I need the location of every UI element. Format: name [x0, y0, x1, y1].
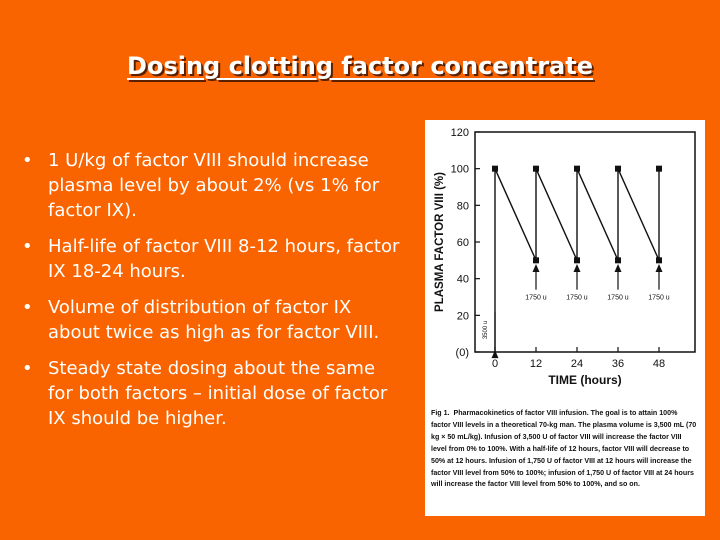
bullet-icon: • [22, 150, 33, 171]
dose-label: 3500 u [483, 320, 489, 340]
dose-arrow-head [615, 264, 622, 272]
x-axis-title: TIME (hours) [548, 373, 622, 387]
data-point [533, 166, 539, 172]
chart-svg [425, 120, 705, 408]
dose-arrow-head [656, 264, 663, 272]
data-point [533, 257, 539, 263]
dose-label: 1750 u [566, 294, 588, 302]
bullet-icon: • [22, 297, 33, 318]
bullet-text: Volume of distribution of factor IX about twice as high as for factor VIII. [48, 297, 380, 343]
bullet-text: Half-life of factor VIII 8-12 hours, factor IX 18-24 hours. [48, 236, 400, 282]
data-point [574, 166, 580, 172]
data-point [656, 166, 662, 172]
bullet-icon: • [22, 358, 33, 379]
y-tick-label: 100 [450, 163, 469, 176]
data-point [615, 166, 621, 172]
pharmacokinetics-figure [425, 120, 705, 516]
x-tick-label: 24 [570, 358, 584, 370]
bullet-text: Steady state dosing about the same for both factors – initial dose of factor IX should be higher. [48, 358, 388, 429]
figure-caption [431, 408, 699, 491]
caption-label: Fig 1. [431, 409, 450, 417]
dose-label: 1750 u [607, 294, 629, 302]
bullet-icon: • [22, 236, 33, 257]
data-point [574, 257, 580, 263]
bullet-item [20, 356, 400, 431]
y-tick-label: 60 [456, 237, 469, 249]
data-point [492, 166, 498, 172]
y-tick-label: 120 [450, 127, 469, 139]
dose-arrow-head [533, 264, 540, 272]
y-tick-label: 40 [456, 273, 469, 286]
data-point [656, 257, 662, 263]
y-tick-label: 80 [456, 200, 469, 213]
y-tick-label: 20 [456, 310, 469, 323]
x-tick-label: 12 [529, 358, 543, 370]
data-point [615, 257, 621, 263]
slide-title: Dosing clotting factor concentrate [127, 52, 593, 80]
x-tick-label: 48 [652, 358, 666, 370]
y-tick-label: (0) [455, 347, 469, 359]
bullet-text: 1 U/kg of factor VIII should increase plasma level by about 2% (vs 1% for factor IX). [48, 150, 380, 221]
caption-text: Pharmacokinetics of factor VIII infusion. The goal is to attain 100% factor VIII levels in a theoretical 70-kg man. The plasma volume is 3,500 mL (70 kg × 50 mL/kg). Infusion of 3,500 U of factor VIII will increase the factor VIII level from 0% to 100%. With a half-life of 12 hours, factor VIII will decrease to 50% at 12 hours. Infusion of 1,750 U of factor VIII at 12 hours will increase the factor VIII level from 50% to 100%; infusion of 1,750 U of factor VIII at 24 hours will increase the factor VIII level from 50% to 100%, and so on. [431, 409, 697, 489]
dose-label: 1750 u [525, 294, 547, 302]
x-tick-label: 36 [611, 358, 625, 370]
dose-arrow-head [574, 264, 581, 272]
bullet-item [20, 234, 400, 284]
dose-label: 1750 u [648, 294, 670, 302]
x-tick-label: 0 [491, 358, 499, 370]
y-axis-title: PLASMA FACTOR VIII (%) [434, 172, 446, 312]
bullet-item [20, 148, 400, 223]
bullet-list [20, 148, 400, 442]
plot-frame [475, 132, 695, 352]
bullet-item [20, 295, 400, 345]
